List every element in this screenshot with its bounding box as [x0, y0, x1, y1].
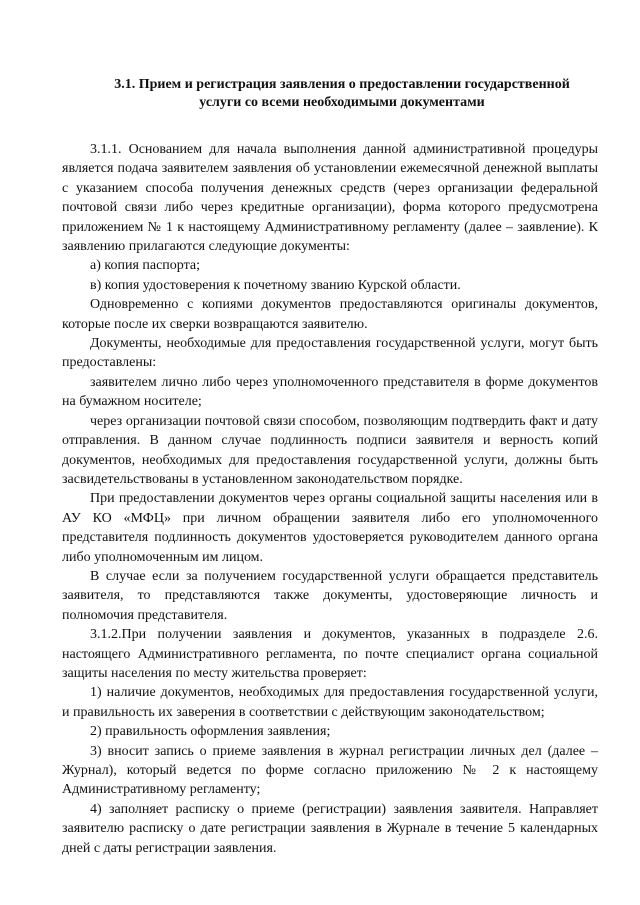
document-page: [62, 76, 598, 858]
paragraph-originals: Одновременно с копиями документов предоставляются оригиналы документов, которые после их сверки возвращаются заявителю.: [62, 297, 598, 332]
check-item-3: 3) вносит запись о приеме заявления в журнал регистрации личных дел (далее – Журнал), который ведется по форме согласно приложению № 2 к настоящему Административному регламенту;: [62, 743, 598, 798]
paragraph-representative: В случае если за получением государственной услуги обращается представитель заявителя, то представляются также документы, удостоверяющие личность и полномочия представителя.: [62, 568, 598, 623]
paragraph-in-person: заявителем лично либо через уполномоченного представителя в форме документов на бумажном носителе;: [62, 374, 598, 410]
paragraph-3-1-2: 3.1.2.При получении заявления и документов, указанных в подразделе 2.6. настоящего Административного регламента, по почте специалист органа социальной защиты населения по месту жительства проверяет:: [62, 627, 598, 681]
check-item-1: 1) наличие документов, необходимых для предоставления государственной услуги, и правильность их заверения в соответствии с действующим законодательством;: [62, 685, 598, 720]
check-item-2: 2) правильность оформления заявления;: [90, 724, 331, 740]
section-heading: 3.1. Прием и регистрация заявления о предоставлении государственной услуги со всеми необходимыми документами: [114, 77, 570, 110]
list-item-certificate-copy: в) копия удостоверения к почетному званию Курской области.: [90, 277, 461, 293]
paragraph-by-post: через организации почтовой связи способом, позволяющим подтвердить факт и дату отправления. В данном случае подлинность подписи заявителя и верность копий документов, необходимых для предоставления государственной услуги, должны быть засвидетельствованы в установленном законодательством порядке.: [62, 413, 598, 487]
check-item-4: 4) заполняет расписку о приеме (регистрации) заявления заявителя. Направляет заявителю расписку о дате регистрации заявления в Журнале в течение 5 календарных дней с даты регистрации заявления.: [62, 801, 598, 856]
paragraph-submission-methods: Документы, необходимые для предоставления государственной услуги, могут быть предоставлены:: [62, 336, 598, 371]
paragraph-3-1-1: 3.1.1. Основанием для начала выполнения данной административной процедуры является подача заявителем заявления об установлении ежемесячной денежной выплаты с указанием способа получения денежных средств (через организации федеральной почтовой связи либо через кредитные организации), форма которого предусмотрена приложением № 1 к настоящему Административному регламенту (далее – заявление). К заявлению прилагаются следующие документы:: [62, 142, 598, 255]
paragraph-mfc: При предоставлении документов через органы социальной защиты населения или в АУ КО «МФЦ» при личном обращении заявителя либо его уполномоченного представителя подлинность документов удостоверяется руководителем данного органа либо уполномоченным им лицом.: [62, 491, 598, 565]
list-item-passport-copy: а) копия паспорта;: [90, 258, 201, 274]
